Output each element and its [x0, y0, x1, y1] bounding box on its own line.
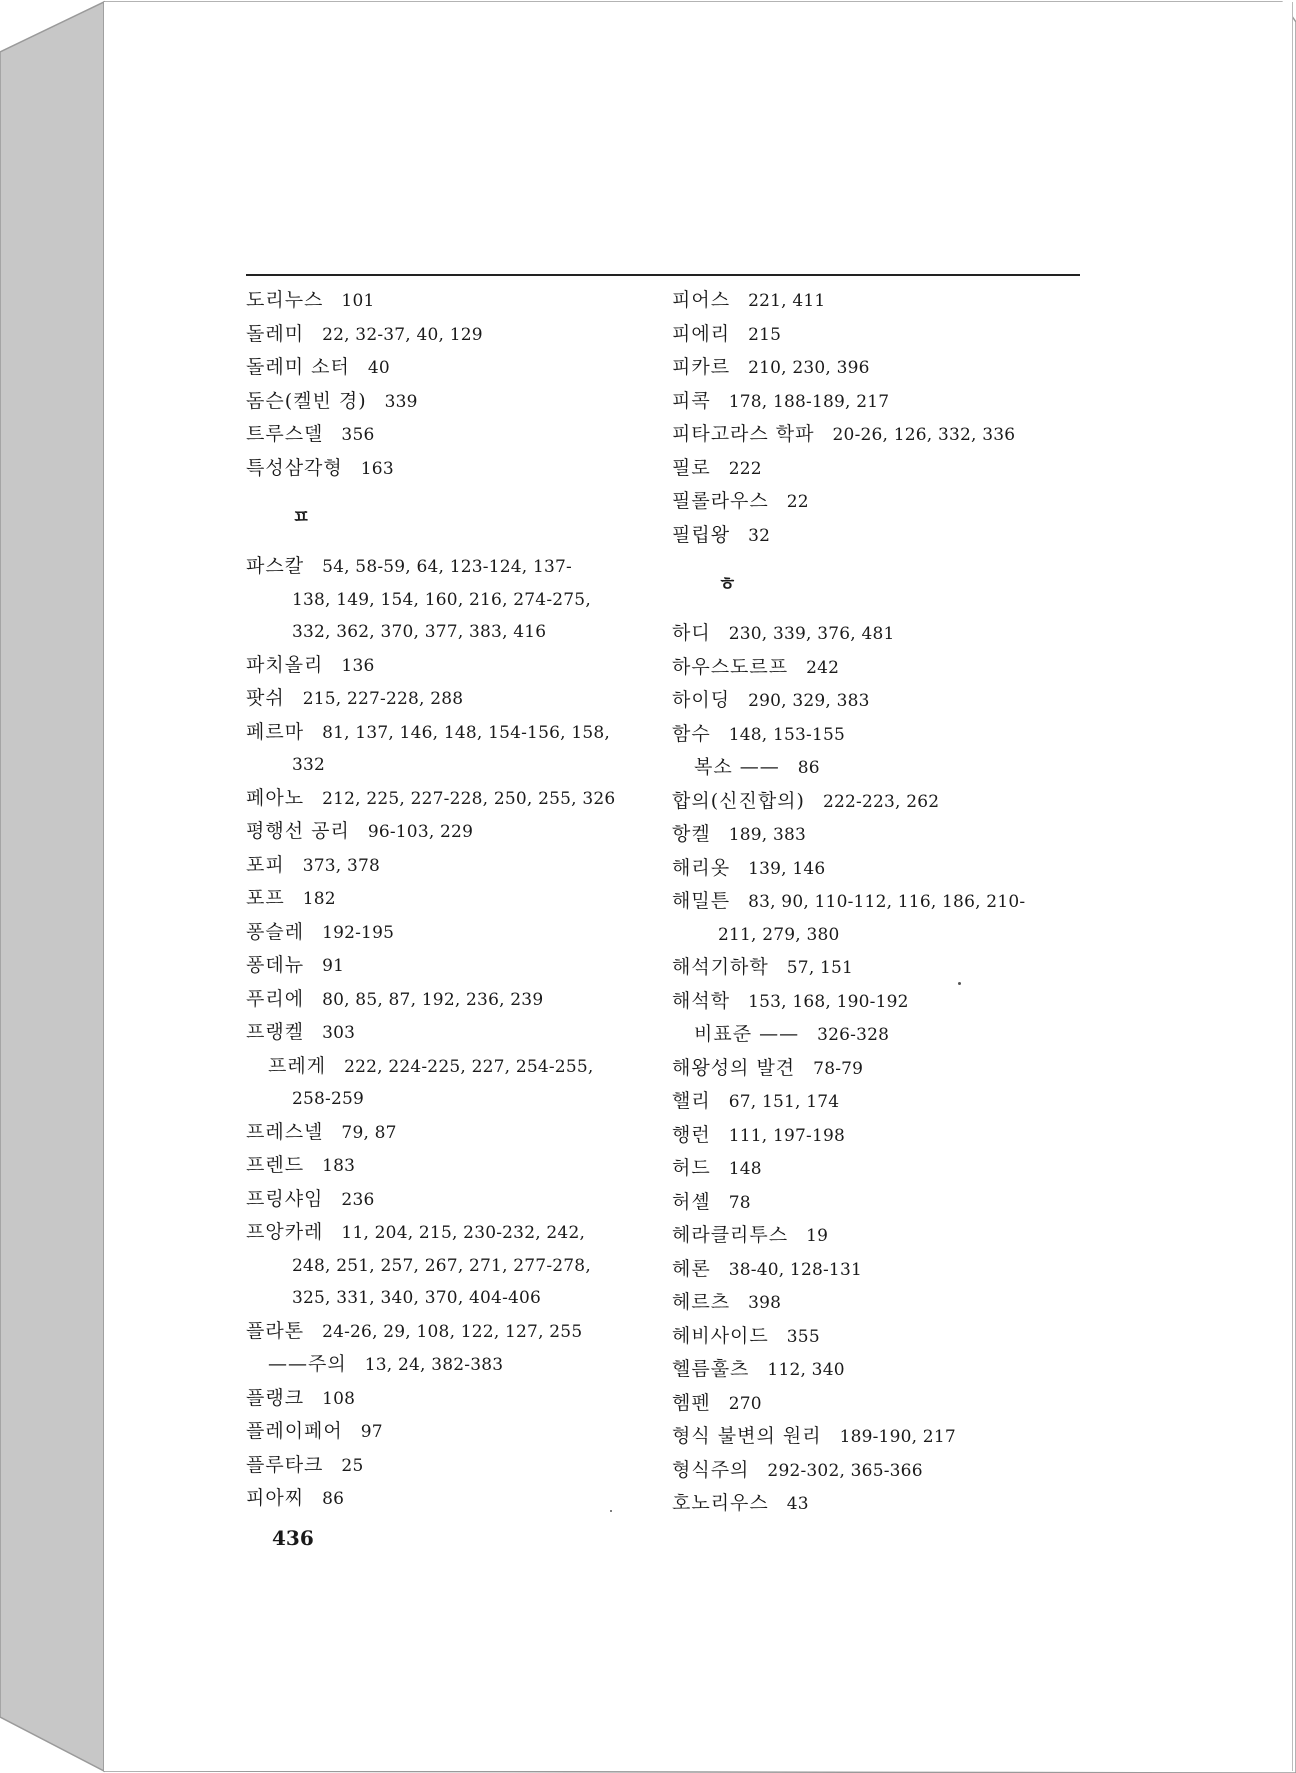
page-references: 292-302, 365-366	[767, 1460, 923, 1481]
page-references: 222, 224-225, 227, 254-255,	[344, 1056, 594, 1077]
index-term: 해석학	[672, 989, 731, 1012]
index-entry	[672, 617, 1082, 651]
page-references: 211, 279, 380	[718, 924, 840, 945]
index-entry	[246, 1016, 656, 1050]
print-speck	[610, 1510, 612, 1512]
page-references: 398	[748, 1293, 782, 1313]
page-references: 183	[322, 1156, 356, 1176]
index-entry	[246, 1050, 656, 1084]
index-term: 페르마	[246, 720, 305, 743]
page-references: 139, 146	[748, 858, 826, 879]
page-references: 108	[322, 1388, 356, 1409]
index-entry	[246, 385, 656, 419]
index-entry	[246, 418, 656, 452]
index-entry	[246, 550, 656, 584]
page-references: 182	[302, 889, 336, 909]
index-entry	[246, 815, 656, 849]
index-entry	[672, 284, 1082, 318]
page-references: 215, 227-228, 288	[302, 689, 464, 709]
page-references: 248, 251, 257, 267, 271, 277-278,	[292, 1255, 591, 1276]
index-term: 프레게	[268, 1054, 327, 1077]
index-term: 피콕	[672, 389, 711, 412]
page-references: 356	[341, 425, 375, 445]
page-references: 13, 24, 382-383	[364, 1355, 504, 1375]
index-entry	[672, 951, 1082, 985]
index-entry	[672, 1320, 1082, 1354]
index-term: ——주의	[268, 1353, 347, 1375]
index-entry	[672, 351, 1082, 385]
page-references: 78-79	[813, 1058, 864, 1079]
index-entry	[246, 882, 656, 916]
page-references: 270	[728, 1393, 762, 1414]
index-term: 헴펜	[672, 1391, 711, 1414]
index-entry	[672, 1018, 1082, 1052]
index-term: 퐁슬레	[246, 920, 305, 943]
index-term: 플랭크	[246, 1386, 305, 1409]
page-references: 192-195	[322, 922, 395, 943]
page-references: 290, 329, 383	[748, 691, 870, 711]
index-entry	[672, 785, 1082, 819]
page-references: 67, 151, 174	[728, 1092, 840, 1112]
index-term: 허드	[672, 1157, 711, 1179]
index-entry	[246, 749, 656, 782]
index-entry	[672, 452, 1082, 486]
index-term: 돔슨(켈빈 경)	[246, 389, 367, 412]
page-references: 222	[728, 458, 762, 479]
index-term: 프랭켈	[246, 1021, 305, 1043]
page-references: 332, 362, 370, 377, 383, 416	[292, 622, 547, 642]
index-term: 필롤라우스	[672, 490, 769, 512]
index-entry	[246, 1382, 656, 1416]
page-references: 111, 197-198	[728, 1125, 846, 1146]
index-term: 프렌드	[246, 1154, 305, 1176]
index-term: 필로	[672, 456, 711, 479]
index-term: 해석기하학	[672, 956, 769, 978]
page-references: 19	[806, 1226, 829, 1246]
page-references: 163	[360, 458, 394, 479]
page-references: 24-26, 29, 108, 122, 127, 255	[322, 1321, 583, 1342]
index-entry	[246, 716, 656, 750]
index-entry	[672, 1219, 1082, 1253]
page-references: 178, 188-189, 217	[728, 391, 890, 412]
index-term: 항켈	[672, 823, 711, 845]
page-references: 78	[728, 1192, 751, 1213]
page-references: 138, 149, 154, 160, 216, 274-275,	[292, 589, 591, 610]
index-term: 푸리에	[246, 987, 305, 1010]
page-references: 222-223, 262	[822, 791, 940, 812]
index-entry	[246, 1315, 656, 1349]
index-term: 평행선 공리	[246, 820, 350, 842]
page-references: 215	[748, 324, 782, 345]
index-term: 헤론	[672, 1257, 711, 1280]
index-entry	[246, 584, 656, 617]
page-references: 153, 168, 190-192	[748, 991, 909, 1012]
page-references: 148	[728, 1159, 762, 1179]
page-number: 436	[272, 1526, 314, 1550]
index-entry	[246, 1083, 656, 1116]
page-references: 242	[806, 657, 840, 678]
index-term: 포프	[246, 887, 285, 909]
index-term: 프레스넬	[246, 1120, 324, 1143]
index-term: 비표준 ——	[694, 1023, 800, 1045]
index-term: 퐁데뉴	[246, 954, 305, 976]
page-references: 189-190, 217	[839, 1427, 956, 1447]
index-entry	[672, 1052, 1082, 1086]
index-entry	[672, 852, 1082, 886]
index-term: 트루스델	[246, 423, 324, 445]
page-references: 83, 90, 110-112, 116, 186, 210-	[748, 892, 1026, 912]
index-term: 피아찌	[246, 1487, 305, 1509]
page-references: 230, 339, 376, 481	[728, 624, 895, 644]
index-term: 헤비사이드	[672, 1324, 769, 1347]
index-term: 복소 ——	[694, 756, 780, 778]
print-speck	[958, 982, 961, 985]
index-entry	[672, 1487, 1082, 1521]
index-entry	[672, 751, 1082, 785]
page-references: 373, 378	[302, 855, 381, 876]
index-entry	[246, 284, 656, 318]
index-entry	[672, 684, 1082, 718]
index-entry	[246, 782, 656, 816]
index-entry	[246, 1282, 656, 1315]
header-rule	[246, 274, 1080, 276]
page-references: 86	[322, 1489, 345, 1509]
index-entry	[246, 849, 656, 883]
page-references: 212, 225, 227-228, 250, 255, 326	[322, 788, 616, 809]
index-term: 하디	[672, 622, 711, 644]
index-entry	[246, 682, 656, 716]
index-term: 헬름훌츠	[672, 1358, 750, 1380]
index-entry	[672, 1420, 1082, 1454]
index-term: 헤르츠	[672, 1291, 731, 1313]
index-entry	[246, 318, 656, 352]
index-entry	[246, 916, 656, 950]
index-term: 핼리	[672, 1090, 711, 1112]
page-references: 22	[786, 492, 809, 512]
page-references: 339	[384, 391, 418, 412]
index-term: 합의(신진합의)	[672, 789, 805, 812]
index-entry	[246, 1216, 656, 1250]
index-entry	[672, 1186, 1082, 1220]
index-entry	[672, 1085, 1082, 1119]
page-references: 96-103, 229	[367, 822, 474, 842]
page-references: 32	[748, 525, 771, 546]
index-entry	[672, 919, 1082, 952]
section-heading: ㅎ	[718, 573, 737, 595]
index-entry	[246, 649, 656, 683]
index-column-right	[672, 284, 1082, 1521]
index-term: 프링샤임	[246, 1187, 324, 1210]
index-term: 플루타크	[246, 1453, 324, 1476]
index-entry	[246, 983, 656, 1017]
page-references: 112, 340	[767, 1360, 845, 1380]
index-term: 파스칼	[246, 555, 305, 577]
page-references: 210, 230, 396	[748, 358, 870, 378]
index-term: 도리누스	[246, 289, 324, 311]
page-references: 303	[322, 1023, 356, 1043]
index-entry	[246, 1482, 656, 1516]
index-entry	[672, 818, 1082, 852]
page-references: 332	[292, 755, 326, 775]
index-term: 플라톤	[246, 1319, 305, 1342]
index-term: 행런	[672, 1123, 711, 1146]
index-entry	[672, 1353, 1082, 1387]
index-entry	[672, 1253, 1082, 1287]
index-term: 피카르	[672, 356, 731, 378]
index-entry	[246, 1449, 656, 1483]
index-term: 해리옷	[672, 856, 731, 879]
index-entry	[672, 718, 1082, 752]
index-term: 포피	[246, 853, 285, 876]
page-references: 101	[341, 291, 375, 311]
index-entry	[672, 1152, 1082, 1186]
index-term: 파치올리	[246, 653, 324, 676]
page-references: 40	[367, 358, 390, 378]
page-references: 54, 58-59, 64, 123-124, 137-	[322, 557, 572, 577]
index-entry	[672, 418, 1082, 452]
index-entry	[246, 351, 656, 385]
index-entry	[246, 1415, 656, 1449]
index-term: 하이딩	[672, 689, 731, 711]
page-references: 86	[797, 758, 820, 778]
index-term: 헤라클리투스	[672, 1224, 789, 1246]
index-entry	[246, 1116, 656, 1150]
index-entry	[246, 1250, 656, 1283]
index-term: 특성삼각형	[246, 456, 343, 479]
index-term: 돌레미 소터	[246, 356, 350, 378]
section-heading: ㅍ	[292, 506, 311, 528]
index-term: 피에리	[672, 322, 731, 345]
page-references: 91	[322, 956, 345, 976]
page-references: 189, 383	[728, 825, 807, 845]
page-references: 79, 87	[341, 1122, 397, 1143]
page-references: 11, 204, 215, 230-232, 242,	[341, 1223, 586, 1243]
index-term: 피타고라스 학파	[672, 423, 815, 445]
index-entry	[246, 1149, 656, 1183]
page-references: 326-328	[817, 1025, 890, 1045]
index-entry	[246, 1183, 656, 1217]
index-term: 해왕성의 발견	[672, 1056, 796, 1079]
page-references: 97	[360, 1422, 383, 1442]
index-term: 페아노	[246, 786, 305, 809]
index-entry	[246, 1348, 656, 1382]
index-entry	[672, 485, 1082, 519]
index-term: 해밀튼	[672, 890, 731, 912]
page-references: 236	[341, 1189, 375, 1210]
index-entry	[246, 616, 656, 649]
index-term: 필립왕	[672, 523, 731, 546]
index-entry	[672, 1387, 1082, 1421]
index-term: 플레이페어	[246, 1420, 343, 1442]
page-references: 43	[786, 1494, 809, 1514]
index-entry	[246, 452, 656, 486]
index-term: 함수	[672, 722, 711, 745]
index-term: 하우스도르프	[672, 655, 789, 678]
page-references: 57, 151	[786, 958, 854, 978]
index-entry	[672, 385, 1082, 419]
page-references: 148, 153-155	[728, 724, 846, 745]
index-term: 팟쉬	[246, 687, 285, 709]
index-entry	[672, 985, 1082, 1019]
index-term: 프앙카레	[246, 1221, 324, 1243]
page-references: 80, 85, 87, 192, 236, 239	[322, 989, 544, 1010]
page-references: 20-26, 126, 332, 336	[832, 425, 1016, 445]
index-entry	[672, 1119, 1082, 1153]
index-entry	[672, 885, 1082, 919]
index-entry	[672, 1286, 1082, 1320]
index-entry	[672, 651, 1082, 685]
index-entry	[246, 949, 656, 983]
index-term: 형식 불변의 원리	[672, 1425, 822, 1447]
page-references: 258-259	[292, 1089, 365, 1109]
index-entry	[672, 1454, 1082, 1488]
index-entry	[672, 519, 1082, 553]
index-term: 형식주의	[672, 1458, 750, 1481]
page-references: 325, 331, 340, 370, 404-406	[292, 1288, 542, 1308]
index-term: 호노리우스	[672, 1492, 769, 1514]
page-references: 38-40, 128-131	[728, 1259, 862, 1280]
page-references: 355	[786, 1326, 820, 1347]
page-references: 22, 32-37, 40, 129	[322, 324, 483, 345]
index-term: 피어스	[672, 289, 731, 311]
index-term: 허셸	[672, 1190, 711, 1213]
page-references: 81, 137, 146, 148, 154-156, 158,	[322, 722, 610, 743]
page-references: 136	[341, 655, 375, 676]
index-column-left	[246, 284, 656, 1516]
index-entry	[672, 318, 1082, 352]
page-references: 25	[341, 1455, 364, 1476]
page-references: 221, 411	[748, 291, 826, 311]
index-term: 돌레미	[246, 322, 305, 345]
